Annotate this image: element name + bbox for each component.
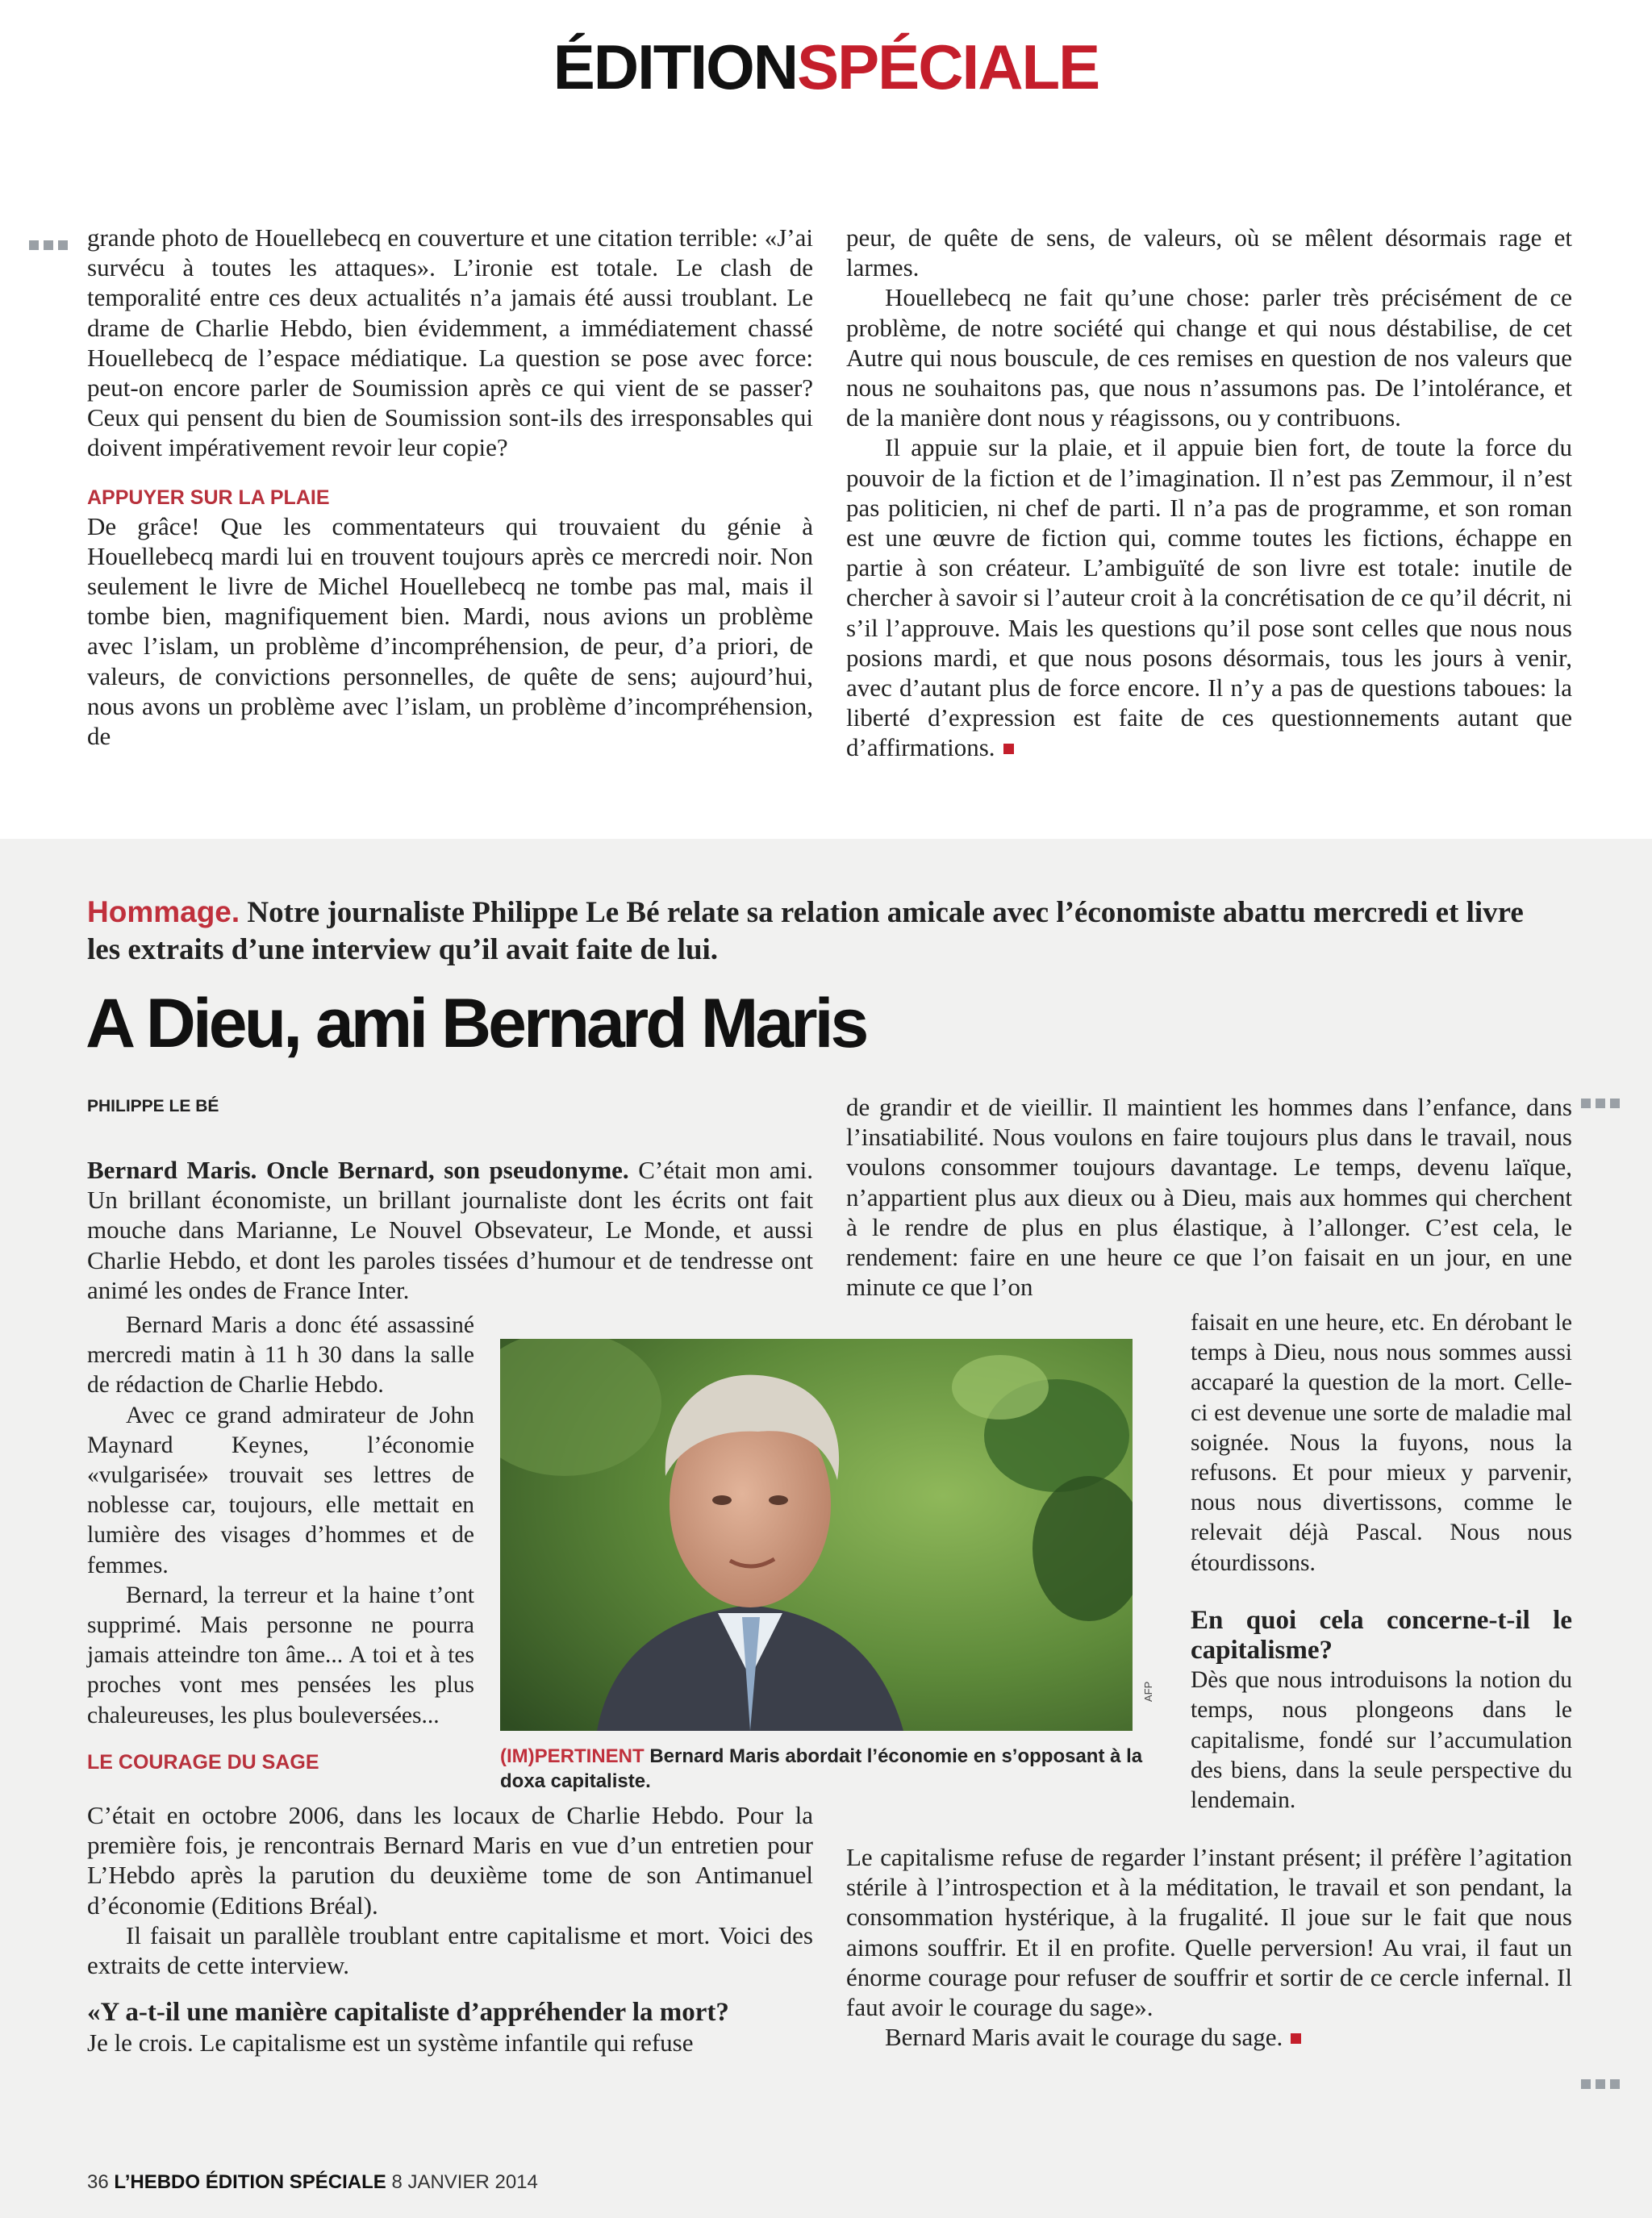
photo-caption (500, 1744, 1145, 1794)
standfirst-text: Notre journaliste Philippe Le Bé relate sa relation amicale avec l’économiste abattu mercredi et livre les extraits d’une interview qu’il avait faite de lui. (87, 896, 1524, 966)
article-title: A Dieu, ami Bernard Maris (86, 985, 866, 1062)
portrait-photo-illustration (500, 1339, 1133, 1731)
standfirst (87, 894, 1563, 969)
left-narrow-paragraph-1: Bernard Maris a donc été assassiné mercredi matin à 11 h 30 dans la salle de rédaction de Charlie Hebdo. (87, 1312, 474, 1399)
lead-rest: C’était mon ami. Un brillant économiste, un brillant journaliste dont les écrits ont fait mouche dans Marianne, Le Nouvel Obsevateur, Le Monde, et aussi Charlie Hebdo, et dont les paroles tissées d’humour et de tendresse ont animé les ondes de France Inter. (87, 1156, 813, 1304)
top-right-paragraph-1: peur, de quête de sens, de valeurs, où se mêlent désormais rage et larmes. (846, 223, 1572, 282)
left-narrow-column (87, 1311, 474, 1776)
closing-text: Bernard Maris avait le courage du sage. (885, 2023, 1283, 2052)
right-top-column (846, 1092, 1572, 1302)
photo-credit: AFP (1142, 1681, 1154, 1702)
right-narrow-paragraph: faisait en une heure, etc. En dérobant le temps à Dieu, nous nous sommes aussi accaparé la question de la mort. Celle-ci est devenue une sorte de maladie mal soignée. Nous la fuyons, nous la refusons. Et pour mieux y parvenir, nous nous divertissons, comme le relevait déjà Pascal. Nous nous étourdissons. (1191, 1310, 1572, 1576)
header-word-speciale: SPÉCIALE (797, 31, 1099, 102)
byline: PHILIPPE LE BÉ (87, 1097, 219, 1115)
lead-paragraph (87, 1155, 813, 1305)
closing-paragraph (846, 2022, 1572, 2052)
right-narrow-column (1191, 1308, 1572, 1816)
footer-brand: L’HEBDO (114, 2171, 201, 2193)
footer-edition: ÉDITION SPÉCIALE (205, 2171, 386, 2193)
right-bottom-column (846, 1842, 1572, 2052)
footer-date: 8 JANVIER 2014 (391, 2171, 538, 2193)
end-mark-icon-2 (1291, 2033, 1301, 2044)
continuation-marker (29, 240, 68, 250)
top-right-paragraph-3-text: Il appuie sur la plaie, et il appuie bien fort, de toute la force du pouvoir de la fiction et de l’imagination. Il n’est pas Zemmour, il n’est pas politicien, ni chef de parti. Il n’a pas de programme, et son roman est une œuvre de fiction qui, comme toutes les fictions, échappe en partie à son créateur. L’ambiguïté de son livre est totale: inutile de chercher à savoir si l’auteur croit à la concrétisation de ce qu’il décrit, ni s’il l’approuve. Mais les questions qu’il pose sont celles que nous nous posions mardi, et que nous posons désormais, tous les jours à venir, avec d’autant plus de force encore. Il n’y a pas de questions taboues: la liberté d’expression est faite de ces questionnements autant que d’affirmations. (846, 433, 1572, 762)
top-left-paragraph: grande photo de Houellebecq en couverture et une citation terrible: «J’ai survécu à toutes les attaques». L’ironie est totale. Le clash de temporalité entre ces deux actualités n’a jamais été aussi troublant. Le drame de Charlie Hebdo, bien évidemment, a immédiatement chassé Houellebecq de l’espace médiatique. La question se pose avec force: peut-on encore parler de Soumission après ce qui vient de se passer? Ceux qui pensent du bien de Soumission sont-ils des irresponsables qui doivent impérativement revoir leur copie? (87, 223, 813, 462)
subhead-courage: LE COURAGE DU SAGE (87, 1750, 319, 1774)
page-number: 36 (87, 2171, 109, 2193)
top-left-column (87, 223, 813, 751)
subhead-appuyer: APPUYER SUR LA PLAIE (87, 486, 330, 509)
standfirst-tag: Hommage. (87, 895, 240, 928)
caption-text: Bernard Maris abordait l’économie en s’opposant à la doxa capitaliste. (500, 1745, 1143, 1792)
left-narrow-paragraph-3: Bernard, la terreur et la haine t’ont supprimé. Mais personne ne pourra jamais atteindre ton âme... A toi et à tes proches vont mes pensées les plus chaleureuses, les plus bouleversées... (87, 1582, 474, 1728)
right-bottom-paragraph: Le capitalisme refuse de regarder l’instant présent; il préfère l’agitation stérile à l’introspection et à la méditation, le travail et son pendant, la consommation hystérique, à la frugalité. Il joue sur le fait que nous aimons souffrir. Et il en profite. Quelle perversion! Au vrai, il faut un énorme courage pour refuser de souffrir et sortir de ce cercle infernal. Il faut avoir le courage du sage». (846, 1843, 1572, 2022)
continuation-marker-right (1581, 1099, 1620, 1108)
portrait-photo (500, 1339, 1133, 1731)
left-bottom-column (87, 1800, 813, 2058)
page-footer (87, 2171, 538, 2194)
lead-block (87, 1155, 813, 1305)
header-word-edition: ÉDITION (553, 31, 798, 102)
right-narrow-paragraph-2: Dès que nous introduisons la notion du temps, nous plongeons dans le capitalisme, fondé sur l’accumulation des biens, dans la seule perspective du lendemain. (1191, 1667, 1572, 1814)
edition-header (0, 31, 1652, 102)
interview-answer-1: Je le crois. Le capitalisme est un système infantile qui refuse (87, 2028, 694, 2057)
lead-bold: Bernard Maris. Oncle Bernard, son pseudonyme. (87, 1156, 629, 1184)
caption-tag: (IM)PERTINENT (500, 1745, 645, 1767)
interview-question-2: En quoi cela concerne-t-il le capitalisme? (1191, 1605, 1572, 1666)
right-top-paragraph: de grandir et de vieillir. Il maintient les hommes dans l’enfance, dans l’insatiabilité. Nous voulons en faire toujours plus dans le travail, nous voulons consommer toujours davantage. Le temps, devenu laïque, n’appartient plus aux dieux ou à Dieu, mais aux hommes qui cherchent à le rendre de plus en plus élastique, à l’allonger. C’est cela, le rendement: faire en une heure ce que l’on faisait en un jour, en une minute ce que l’on (846, 1093, 1572, 1302)
continuation-marker-end (1581, 2079, 1620, 2089)
top-right-paragraph-3 (846, 432, 1572, 762)
left-narrow-paragraph-2: Avec ce grand admirateur de John Maynard Keynes, l’économie «vulgarisée» trouvait ses lettres de noblesse car, toujours, elle mettait en lumière des visages d’hommes et de femmes. (87, 1402, 474, 1578)
end-mark-icon (1003, 744, 1014, 754)
left-bottom-paragraph-1: C’était en octobre 2006, dans les locaux de Charlie Hebdo. Pour la première fois, je rencontrais Bernard Maris en vue d’un entretien pour L’Hebdo après la parution du deuxième tome de son Antimanuel d’économie (Editions Bréal). (87, 1801, 813, 1920)
top-left-paragraph-2: De grâce! Que les commentateurs qui trouvaient du génie à Houellebecq mardi lui en trouvent toujours après ce mercredi noir. Non seulement le livre de Michel Houellebecq ne tombe pas mal, mais il tombe bien, magnifiquement bien. Mardi, nous avions un problème avec l’islam, un problème d’incompréhension, de peur, d’a priori, de valeurs, de convictions personnelles, de quête de sens; aujourd’hui, nous avons un problème avec l’islam, un problème d’incompréhension, de (87, 511, 813, 751)
left-bottom-paragraph-2: Il faisait un parallèle troublant entre capitalisme et mort. Voici des extraits de cette interview. (87, 1920, 813, 1980)
top-right-paragraph-2: Houellebecq ne fait qu’une chose: parler très précisément de ce problème, de notre société qui change et qui nous déstabilise, de cet Autre qui nous bouscule, de ces remises en question de nos valeurs que nous ne souhaitons pas, que nous n’assumons pas. De l’intolérance, et de la manière dont nous y réagissons, ou y contribuons. (846, 283, 1572, 432)
top-right-column (846, 223, 1572, 763)
interview-question-1: «Y a-t-il une manière capitaliste d’appréhender la mort? (87, 1998, 729, 2028)
